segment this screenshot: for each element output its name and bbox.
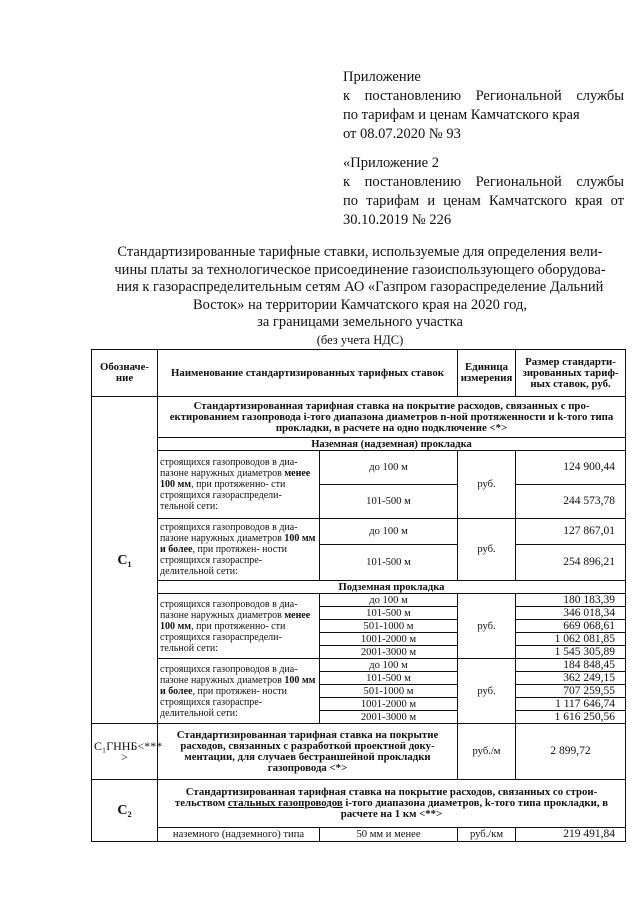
ground-heading: Наземная (надземная) прокладка [158, 438, 626, 451]
rate-value: 346 018,34 [516, 607, 626, 620]
pipe-type: наземного (надземного) типа [158, 828, 320, 842]
pipe-description: строящихся газопроводов в диа- пазоне наружных диаметров менее 100 мм, при протяженно- сти строящихся газораспредели- тельной сети: [158, 451, 320, 519]
length-range: до 100 м [320, 519, 458, 545]
table-row [92, 594, 626, 607]
c1gnnb-row [92, 724, 626, 780]
table-row [92, 451, 626, 485]
appendix2-line-1: «Приложение 2 [343, 155, 439, 171]
length-range: 501-1000 м [320, 620, 458, 633]
code-c1gnnb: С₁ГННБ<*** > [92, 724, 158, 780]
code-c1: С₁ [92, 397, 158, 724]
rate-value: 244 573,78 [516, 485, 626, 519]
rate-value: 127 867,01 [516, 519, 626, 545]
table-row [92, 519, 626, 545]
length-range: до 100 м [320, 451, 458, 485]
pipe-description: строящихся газопроводов в диа- пазоне наружных диаметров менее 100 мм, при протяженно- сти строящихся газораспредели- тельной сети: [158, 594, 320, 659]
c1-heading-row [92, 397, 626, 438]
c1gnnb-description: Стандартизированная тарифная ставка на покрытие расходов, связанных с разработкой проектной доку- ментации, для случаев бестраншейной прокладки газопровода <*> [158, 724, 458, 780]
underground-heading: Подземная прокладка [158, 581, 626, 594]
appendix2-line-2: к постановлению Региональной службы [343, 174, 624, 190]
table-row [92, 659, 626, 672]
title-line: за границами земельного участка [257, 314, 463, 330]
length-range: 1001-2000 м [320, 698, 458, 711]
ground-heading-row [92, 438, 626, 451]
unit-cell: руб./м [458, 724, 516, 780]
diameter-range: 50 мм и менее [320, 828, 458, 842]
length-range: 101-500 м [320, 607, 458, 620]
header-code: Обозначе- ние [92, 350, 158, 397]
unit-cell: руб. [458, 519, 516, 581]
rate-value: 219 491,84 [516, 828, 626, 842]
title-line: ния к газораспределительным сетям АО «Газпром газораспределение Дальний [116, 279, 604, 295]
unit-cell: руб. [458, 594, 516, 659]
length-range: 1001-2000 м [320, 633, 458, 646]
table-row [92, 828, 626, 842]
unit-cell: руб. [458, 659, 516, 724]
unit-cell: руб. [458, 451, 516, 519]
rate-value: 362 249,15 [516, 672, 626, 685]
length-range: 101-500 м [320, 485, 458, 519]
title-line: чины платы за технологическое присоединение газоиспользующего оборудова- [114, 261, 606, 278]
pipe-description: строящихся газопроводов в диа- пазоне наружных диаметров 100 мм и более, при протяжен- ности строящихся газораспре- делительной сети: [158, 659, 320, 724]
rate-value: 184 848,45 [516, 659, 626, 672]
appendix-line-3: по тарифам и ценам Камчатского края [343, 107, 580, 123]
rate-value: 1 616 250,56 [516, 711, 626, 724]
unit-cell: руб./км [458, 828, 516, 842]
rate-value: 1 062 081,85 [516, 633, 626, 646]
tariff-table [91, 349, 626, 842]
document-title [96, 244, 624, 349]
code-c2: С₂ [92, 780, 158, 842]
length-range: 2001-3000 м [320, 711, 458, 724]
length-range: до 100 м [320, 594, 458, 607]
appendix-line-4: от 08.07.2020 № 93 [343, 126, 461, 142]
length-range: 101-500 м [320, 672, 458, 685]
appendix2-line-4: 30.10.2019 № 226 [343, 212, 452, 228]
appendix2-line-3: по тарифам и ценам Камчатского края от [343, 193, 624, 209]
c2-heading-row [92, 780, 626, 828]
c2-heading: Стандартизированная тарифная ставка на покрытие расходов, связанных со строи- тельством стальных газопроводов i-того диапазона диаметров, k-того типа прокладки, в расчете на 1 км <**> [158, 780, 626, 828]
title-line: Стандартизированные тарифные ставки, используемые для определения вели- [117, 244, 603, 260]
rate-value: 1 545 305,89 [516, 646, 626, 659]
title-line: Восток» на территории Камчатского края на 2020 год, [193, 296, 527, 313]
vat-note: (без учета НДС) [316, 332, 404, 347]
length-range: 101-500 м [320, 545, 458, 581]
length-range: 2001-3000 м [320, 646, 458, 659]
pipe-description: строящихся газопроводов в диа- пазоне наружных диаметров 100 мм и более, при протяжен- ности строящихся газораспре- делительной сети: [158, 519, 320, 581]
header-size: Размер стандарти- зированных тариф- ных ставок, руб. [516, 350, 626, 397]
c1-heading: Стандартизированная тарифная ставка на покрытие расходов, связанных с про- ектированием газопровода i-того диапазона диаметров n-ной протяженности и k-того типа прокладки, в расчете на одно подключение <*> [158, 397, 626, 438]
appendix-block [343, 68, 624, 144]
appendix-line-1: Приложение [343, 69, 421, 85]
appendix2-block [343, 154, 624, 230]
rate-value: 254 896,21 [516, 545, 626, 581]
length-range: 501-1000 м [320, 685, 458, 698]
appendix-line-2: к постановлению Региональной службы [343, 88, 624, 104]
rate-value: 2 899,72 [516, 724, 626, 780]
rate-value: 707 259,55 [516, 685, 626, 698]
rate-value: 124 900,44 [516, 451, 626, 485]
table-header-row [92, 350, 626, 397]
rate-value: 669 068,61 [516, 620, 626, 633]
underground-heading-row [92, 581, 626, 594]
rate-value: 180 183,39 [516, 594, 626, 607]
rate-value: 1 117 646,74 [516, 698, 626, 711]
header-name: Наименование стандартизированных тарифных ставок [158, 350, 458, 397]
length-range: до 100 м [320, 659, 458, 672]
header-unit: Единица измерения [458, 350, 516, 397]
